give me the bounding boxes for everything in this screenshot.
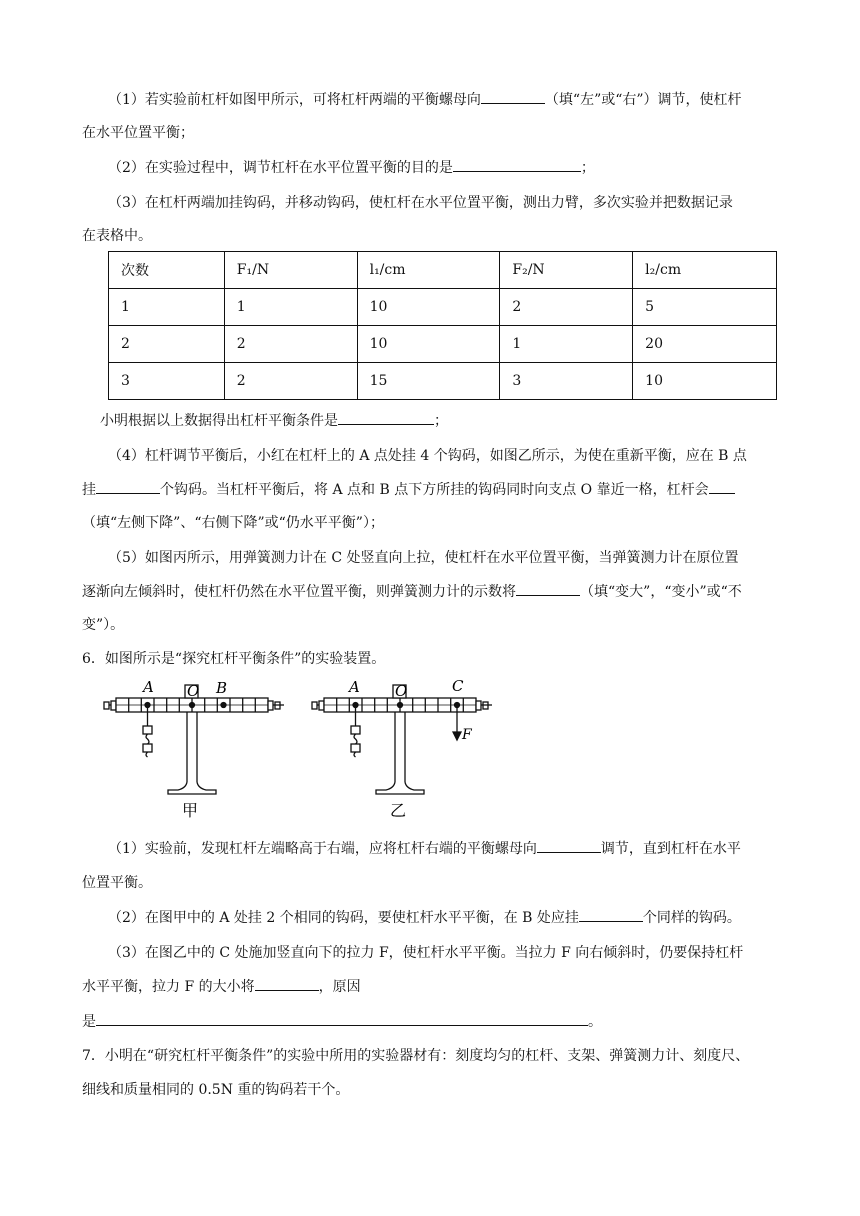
caption-left: 甲 [182,801,199,820]
q5-part4-blank1[interactable] [96,479,160,494]
q7-line2: 细线和质量相同的 0.5N 重的钩码若干个。 [82,1082,350,1098]
label-a-left: A [143,678,154,696]
q6-part3-blank2[interactable] [96,1011,588,1026]
q5-part5-blank[interactable] [516,581,580,596]
q5-part2-line: （2）在实验过程中，调节杠杆在水平位置平衡的目的是 ； [108,157,595,179]
q7-line1: 7．小明在“研究杠杆平衡条件”的实验中所用的实验器材有：刻度均匀的杠杆、支架、弹簧测力计、刻度尺、 [82,1048,750,1064]
q5-part3-line1: （3）在杠杆两端加挂钩码，并移动钩码，使杠杆在水平位置平衡，测出力臂，多次实验并把数据记录 [108,195,733,211]
q6-title: 6．如图所示是“探究杠杆平衡条件”的实验装置。 [82,651,386,667]
q5-part4-line1: （4）杠杆调节平衡后，小红在杠杆上的 A 点处挂 4 个钩码，如图乙所示，为使在重新平衡，应在 B 点 [108,448,747,464]
q5-part4-blank2[interactable] [709,479,735,494]
q6-part1-line2: 位置平衡。 [82,875,152,891]
label-o-left: O [187,682,200,700]
table-cell: 10 [633,363,777,400]
lever-figure [98,676,498,822]
label-f-right: F [462,727,472,743]
label-o-right: O [395,682,408,700]
table-cell: 2 [224,363,357,400]
q6-part3-line3: 是 。 [82,1011,602,1033]
q5-part1-line2: 在水平位置平衡； [82,125,194,141]
table-row [109,289,777,326]
q5-conclusion-line: 小明根据以上数据得出杠杆平衡条件是 ； [100,410,448,432]
table-cell: 20 [633,326,777,363]
caption-right: 乙 [390,801,407,820]
table-cell: 10 [357,326,500,363]
q5-part5-line3: 变”）。 [82,617,125,633]
q6-part2-blank[interactable] [579,907,643,922]
q5-part4-line2: 挂 个钩码。当杠杆平衡后，将 A 点和 B 点下方所挂的钩码同时向支点 O 靠近一格，杠杆会 [82,479,735,501]
q5-part5-line2: 逐渐向左倾斜时，使杠杆仍然在水平位置平衡，则弹簧测力计的示数将 （填“变大”，“变小”或“不 [82,581,742,603]
q6-part3-blank1[interactable] [255,976,319,991]
table-header-cell: F₂/N [500,252,633,289]
table-row [109,363,777,400]
q5-part2-blank[interactable] [453,157,581,172]
table-cell: 2 [224,326,357,363]
table-cell: 1 [224,289,357,326]
table-header-cell: l₁/cm [357,252,500,289]
table-cell: 3 [109,363,225,400]
table-cell: 5 [633,289,777,326]
q5-part1-blank[interactable] [481,89,545,104]
q5-part3-line2: 在表格中。 [82,228,152,244]
q6-part3-line1: （3）在图乙中的 C 处施加竖直向下的拉力 F，使杠杆水平平衡。当拉力 F 向右倾斜时，仍要保持杠杆 [108,945,744,961]
table-header-cell: l₂/cm [633,252,777,289]
label-a-right: A [349,678,360,696]
q6-part1-blank[interactable] [537,838,601,853]
q5-conclusion-blank[interactable] [338,410,434,425]
table-cell: 1 [500,326,633,363]
table-row [109,326,777,363]
table-cell: 2 [500,289,633,326]
table-header-cell: 次数 [109,252,225,289]
label-b-left: B [216,679,228,697]
q5-part5-line1: （5）如图丙所示，用弹簧测力计在 C 处竖直向上拉，使杠杆在水平位置平衡，当弹簧测力计在原位置 [108,550,739,566]
lever-diagram-left [104,685,284,794]
table-cell: 1 [109,289,225,326]
data-table [108,251,777,400]
table-cell: 15 [357,363,500,400]
label-c-right: C [452,677,464,695]
q6-part2-line: （2）在图甲中的 A 处挂 2 个相同的钩码，要使杠杆水平平衡，在 B 处应挂 个同样的钩码。 [108,907,741,929]
table-header-row [109,252,777,289]
q6-part1-line1: （1）实验前，发现杠杆左端略高于右端，应将杠杆右端的平衡螺母向 调节，直到杠杆在水平 [108,838,741,860]
q5-part4-line3: （填“左侧下降”、“右侧下降”或“仍水平平衡”）； [82,515,384,531]
q5-part1-line1: （1）若实验前杠杆如图甲所示，可将杠杆两端的平衡螺母向 （填“左”或“右”）调节，使杠杆 [108,89,742,111]
table-cell: 3 [500,363,633,400]
table-header-cell: F₁/N [224,252,357,289]
table-cell: 2 [109,326,225,363]
q6-part3-line2: 水平平衡，拉力 F 的大小将 ，原因 [82,976,361,998]
table-cell: 10 [357,289,500,326]
